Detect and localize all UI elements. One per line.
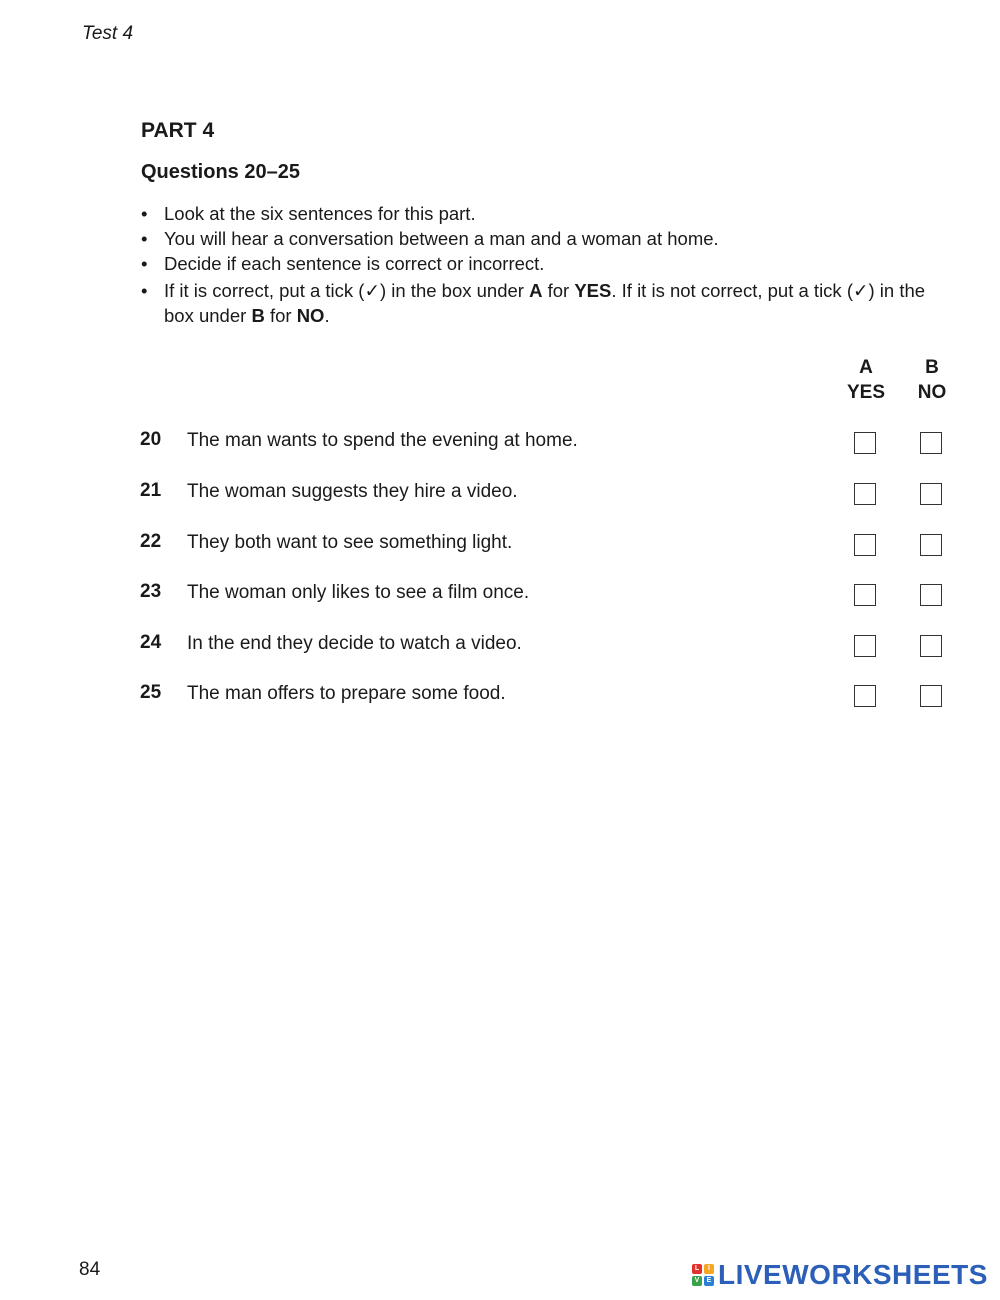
question-row	[140, 480, 960, 506]
instruction-text: Look at the six sentences for this part.	[164, 203, 476, 224]
instruction-bold: YES	[574, 280, 612, 301]
instruction-text: You will hear a conversation between a man and a woman at home.	[164, 228, 719, 249]
answer-box-no[interactable]	[920, 534, 942, 556]
instruction-text: for	[542, 280, 575, 301]
column-a-letter: A	[859, 357, 873, 378]
question-text: The man wants to spend the evening at home.	[187, 430, 578, 451]
bullet-icon: •	[141, 253, 148, 274]
answer-box-yes[interactable]	[854, 432, 876, 454]
question-number: 25	[140, 682, 162, 703]
question-number: 24	[140, 632, 162, 653]
instruction-item	[141, 226, 951, 251]
page-number: 84	[79, 1259, 101, 1280]
questions-heading: Questions 20–25	[141, 161, 300, 183]
question-row	[140, 632, 960, 658]
instruction-text: .	[324, 305, 330, 326]
question-row	[140, 682, 960, 708]
instruction-bold: A	[529, 280, 543, 301]
question-text: The woman suggests they hire a video.	[187, 481, 518, 502]
instruction-text: Decide if each sentence is correct or incorrect.	[164, 253, 545, 274]
column-b-label: NO	[917, 382, 947, 403]
instruction-bold: B	[251, 305, 265, 326]
answer-box-yes[interactable]	[854, 685, 876, 707]
instruction-text: If it is correct, put a tick (✓) in the box under	[164, 280, 530, 301]
question-row	[140, 531, 960, 557]
question-text: The woman only likes to see a film once.	[187, 582, 530, 603]
bullet-icon: •	[141, 280, 148, 301]
instruction-bold: NO	[296, 305, 325, 326]
question-row	[140, 581, 960, 607]
question-number: 22	[140, 531, 162, 552]
logo-mark-cell: I	[704, 1264, 714, 1274]
logo-mark-cell: L	[692, 1264, 702, 1274]
question-text: In the end they decide to watch a video.	[187, 633, 522, 654]
answer-box-no[interactable]	[920, 685, 942, 707]
answer-box-no[interactable]	[920, 584, 942, 606]
column-header-a	[836, 355, 896, 405]
instruction-item	[141, 201, 951, 226]
column-header-b	[902, 355, 962, 405]
question-text: The man offers to prepare some food.	[187, 683, 506, 704]
answer-box-no[interactable]	[920, 432, 942, 454]
logo-mark-cell: V	[692, 1276, 702, 1286]
question-number: 20	[140, 429, 162, 450]
column-a-label: YES	[846, 382, 886, 403]
instruction-item	[141, 278, 951, 328]
question-number: 21	[140, 480, 162, 501]
answer-box-yes[interactable]	[854, 534, 876, 556]
instruction-item	[141, 251, 951, 276]
answer-box-no[interactable]	[920, 635, 942, 657]
liveworksheets-logo	[692, 1257, 988, 1293]
part-title: PART 4	[141, 119, 215, 142]
answer-box-no[interactable]	[920, 483, 942, 505]
question-number: 23	[140, 581, 162, 602]
answer-box-yes[interactable]	[854, 584, 876, 606]
bullet-icon: •	[141, 203, 148, 224]
answer-box-yes[interactable]	[854, 635, 876, 657]
logo-mark-icon	[692, 1264, 714, 1286]
running-header: Test 4	[82, 23, 134, 44]
question-text: They both want to see something light.	[187, 532, 513, 553]
instructions-list	[141, 201, 951, 328]
logo-text: LIVEWORKSHEETS	[718, 1259, 988, 1290]
instruction-text: . If it is not correct, put a tick (✓) in the box under	[164, 280, 926, 326]
answer-box-yes[interactable]	[854, 483, 876, 505]
instruction-text: for	[264, 305, 297, 326]
logo-mark-cell: E	[704, 1276, 714, 1286]
bullet-icon: •	[141, 228, 148, 249]
question-row	[140, 429, 960, 455]
column-b-letter: B	[925, 357, 939, 378]
